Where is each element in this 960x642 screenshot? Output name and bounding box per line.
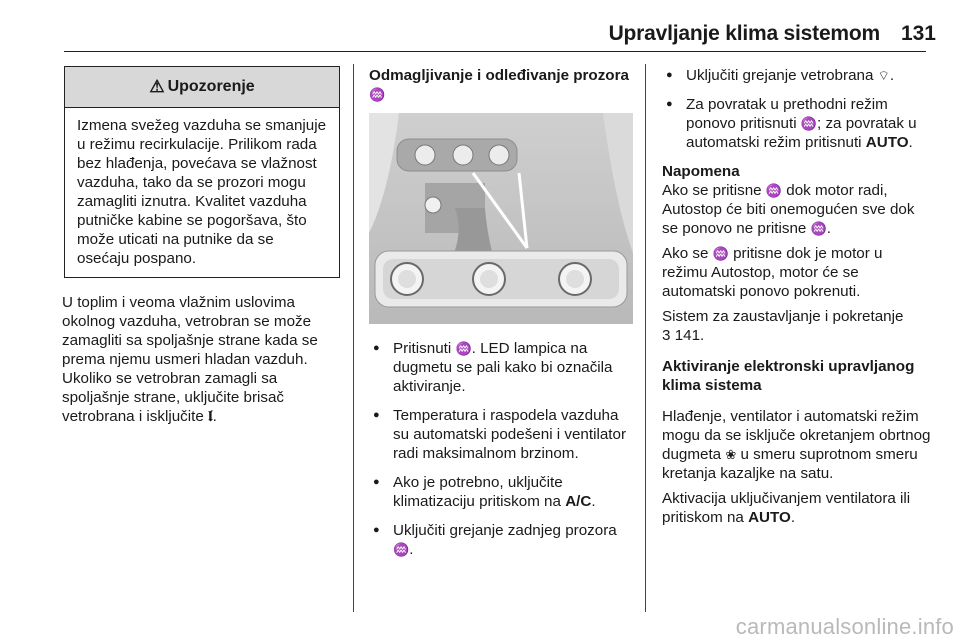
defrost-icon: ♒ bbox=[455, 341, 472, 356]
defrost-icon: ♒ bbox=[369, 87, 386, 102]
page-header-title: Upravljanje klima sistemom bbox=[608, 22, 880, 45]
note-label: Napomena bbox=[662, 163, 740, 180]
column-2 bbox=[369, 66, 635, 116]
column-divider-1 bbox=[353, 64, 354, 612]
warning-box bbox=[64, 66, 340, 278]
cross-reference: Sistem za zaustavljanje i pokretanje 3 141. bbox=[662, 308, 904, 344]
auto-label: AUTO bbox=[865, 134, 909, 151]
warning-text: Izmena svežeg vazduha se smanjuje u režimu recirkulacije. Prilikom rada bez hlađenja, povećava se vlažnost vazduha, tako da se prozori mogu zamagliti iznutra. Kvalitet vazduha putničke kabine se pogoršava, što može uticati na putnike da se osećaju pospano. bbox=[77, 117, 327, 267]
climate-control-photo bbox=[369, 113, 633, 324]
ac-label: A/C bbox=[565, 493, 592, 510]
cooling-paragraph: Hlađenje, ventilator i automatski režim mogu da se isključe okretanjem obrtnog dugmeta ❀ u smeru suprotnom smeru kretanja kazaljke na satu. bbox=[662, 408, 931, 482]
column-3-bullet-list bbox=[662, 66, 932, 152]
note-paragraph-2: Ako se ♒ pritisne dok je motor u režimu Autostop, motor će se automatski ponovo pokrenuti. bbox=[662, 245, 883, 300]
warning-triangle-icon: ⚠ bbox=[149, 77, 165, 96]
page-ref-arrow-icon: 3 bbox=[662, 327, 671, 344]
humidity-paragraph: U toplim i veoma vlažnim uslovima okolnog vazduha, vetrobran se može zamagliti sa spoljašnje strane kada se prema njemu usmeri hladan vazduh. Ukoliko se vetrobran zamagli sa spoljašnje strane, uključite brisač vetrobrana i isključite 𝖑. bbox=[62, 294, 318, 425]
auto-label: AUTO bbox=[748, 509, 791, 526]
footer-watermark: carmanualsonline.info bbox=[735, 614, 954, 639]
list-item: ● Ako je potrebno, uključite klimatizaciju pritiskom na A/C. bbox=[369, 473, 635, 511]
defrost-icon: ♒ bbox=[810, 221, 827, 236]
climate-control-panel-photo bbox=[369, 113, 633, 324]
list-item: ● Za povratak u prethodni režim ponovo pritisnuti ♒; za povratak u automatski režim pritisnuti AUTO. bbox=[662, 95, 932, 152]
warning-header bbox=[65, 67, 339, 108]
activation-paragraph: Aktivacija uključivanjem ventilatora ili pritiskom na AUTO. bbox=[662, 490, 911, 526]
section-heading-electronic: Aktiviranje elektronski upravljanog klima sistema bbox=[662, 358, 915, 394]
page-number: 131 bbox=[900, 22, 936, 45]
windscreen-heating-icon: ⌔ bbox=[877, 68, 890, 83]
defog-bullet-list bbox=[369, 339, 635, 559]
wiper-icon: 𝖑 bbox=[208, 408, 213, 425]
list-item: ● Temperatura i raspodela vazduha su automatski podešeni i ventilator radi maksimalnom brzinom. bbox=[369, 406, 635, 463]
note-block: Napomena Ako se pritisne ♒ dok motor radi, Autostop će biti onemogućen sve dok se ponovo ne pritisne ♒. bbox=[662, 163, 915, 237]
list-item: ● Uključiti grejanje vetrobrana ⌔. bbox=[662, 66, 932, 85]
list-item: ● Uključiti grejanje zadnjeg prozora ♒. bbox=[369, 521, 635, 559]
defrost-icon: ♒ bbox=[800, 116, 818, 131]
column-1 bbox=[62, 293, 344, 438]
defrost-icon: ♒ bbox=[765, 183, 783, 198]
column-3 bbox=[662, 66, 932, 539]
column-2-bullets bbox=[369, 339, 635, 569]
fan-knob-icon: ❀ bbox=[725, 447, 737, 462]
rear-window-heating-icon: ♒ bbox=[393, 542, 410, 557]
list-item: ● Pritisnuti ♒. LED lampica na dugmetu se pali kako bi označila aktiviranje. bbox=[369, 339, 635, 396]
warning-title: Upozorenje bbox=[167, 78, 255, 95]
header-rule bbox=[64, 51, 926, 52]
section-heading-defog: Odmagljivanje i odleđivanje prozora ♒ bbox=[369, 67, 629, 102]
defrost-icon: ♒ bbox=[712, 246, 729, 261]
column-divider-2 bbox=[645, 64, 646, 612]
